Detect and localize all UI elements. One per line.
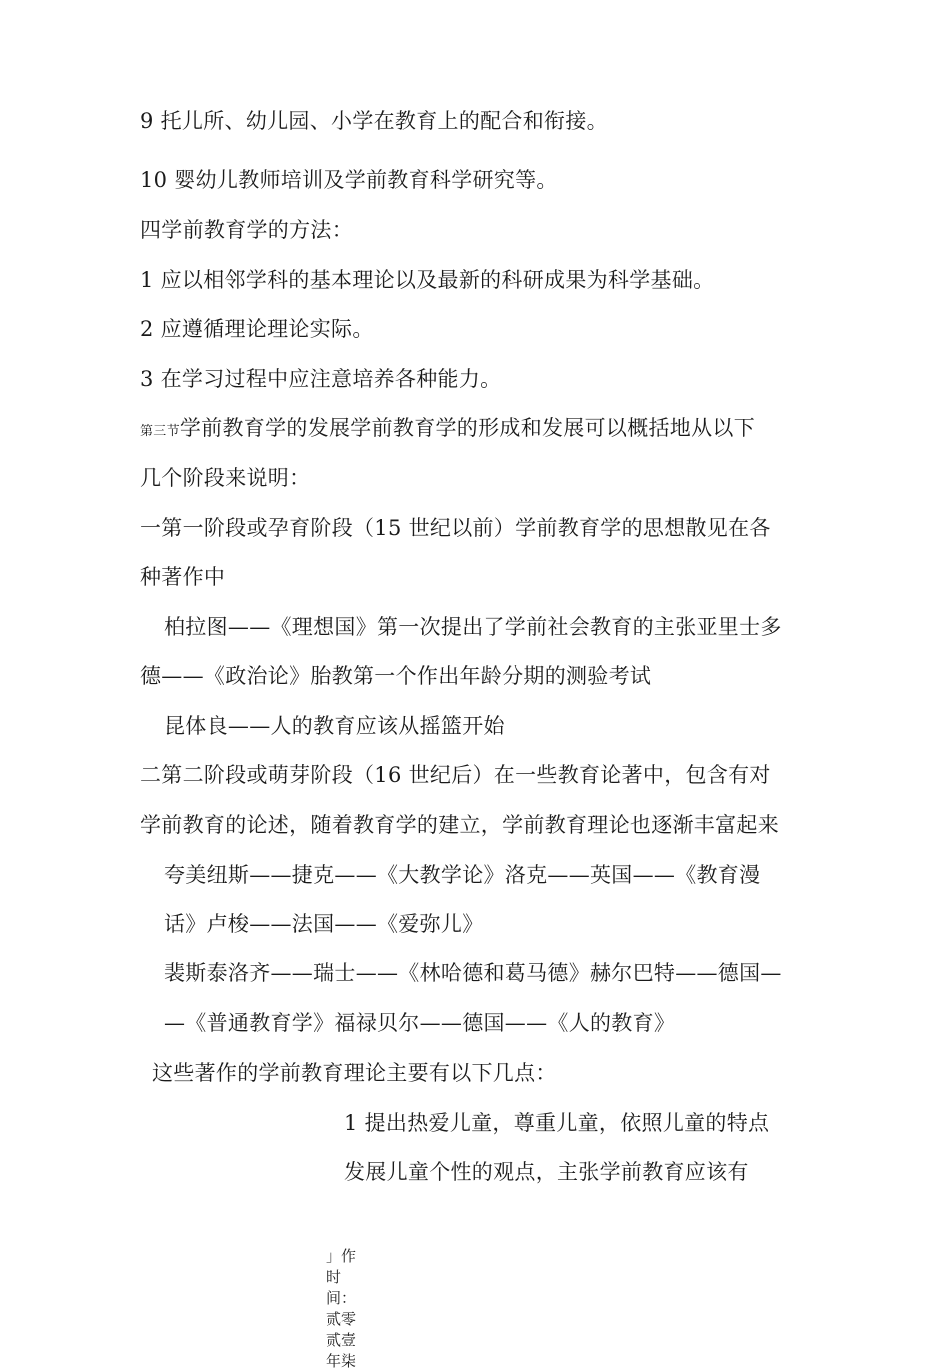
text-line: 二第二阶段或萌芽阶段（16 世纪后）在一些教育论著中，包含有对 [140, 763, 771, 787]
section-title-text: 学前教育学的发展学前教育学的形成和发展可以概括地从以下 [179, 416, 756, 440]
text-line: 种著作中 [140, 565, 226, 589]
section-label: 第三节 [140, 424, 180, 439]
section-heading: 四学前教育学的方法： [140, 218, 353, 242]
text-line: 一第一阶段或孕育阶段（15 世纪以前）学前教育学的思想散见在各 [140, 516, 771, 540]
footer-note: 」作时间：贰零贰壹年柒 [326, 1247, 357, 1370]
text-line: 发展儿童个性的观点，主张学前教育应该有 [344, 1160, 749, 1184]
text-line: 9 托儿所、幼儿园、小学在教育上的配合和衔接。 [140, 109, 608, 133]
text-line: 学前教育的论述，随着教育学的建立，学前教育理论也逐渐丰富起来 [140, 813, 779, 837]
text-line: 2 应遵循理论理论实际。 [140, 317, 374, 341]
text-line: 3 在学习过程中应注意培养各种能力。 [140, 367, 502, 391]
text-line: 夸美纽斯——捷克——《大教学论》洛克——英国——《教育漫 [164, 863, 761, 887]
text-line: 这些著作的学前教育理论主要有以下几点： [152, 1061, 557, 1085]
text-line: 裴斯泰洛齐——瑞士——《林哈德和葛马德》赫尔巴特——德国— [164, 961, 782, 985]
text-line: 柏拉图——《理想国》第一次提出了学前社会教育的主张亚里士多 [164, 615, 782, 639]
text-line: 1 应以相邻学科的基本理论以及最新的科研成果为科学基础。 [140, 268, 715, 292]
text-line: —《普通教育学》福禄贝尔——德国——《人的教育》 [164, 1011, 676, 1035]
text-line: 1 提出热爱儿童，尊重儿童，依照儿童的特点 [344, 1111, 770, 1135]
text-line: 几个阶段来说明： [140, 466, 311, 490]
text-line: 昆体良——人的教育应该从摇篮开始 [164, 714, 505, 738]
section-title-line [140, 413, 755, 447]
text-line: 10 婴幼儿教师培训及学前教育科学研究等。 [140, 168, 558, 192]
text-line: 话》卢梭——法国——《爱弥儿》 [164, 912, 484, 936]
text-line: 德——《政治论》胎教第一个作出年龄分期的测验考试 [140, 664, 652, 688]
